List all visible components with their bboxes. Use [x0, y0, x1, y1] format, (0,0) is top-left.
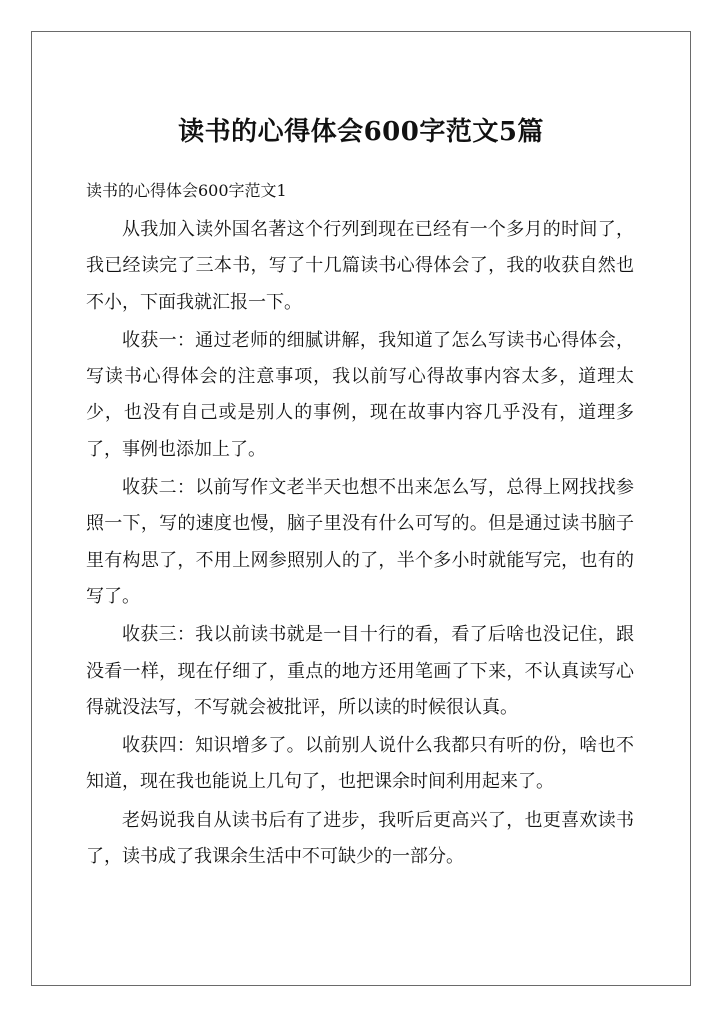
paragraph-gain-1: 收获一：通过老师的细腻讲解，我知道了怎么写读书心得体会，写读书心得体会的注意事项，我以前写心得故事内容太多，道理太少，也没有自己或是别人的事例，现在故事内容几乎没有，道理多了，事例也添加上了。 — [86, 329, 634, 460]
article-body — [86, 212, 634, 875]
document-title: 读书的心得体会600字范文5篇 — [178, 117, 544, 147]
paragraph-intro: 从我加入读外国名著这个行列到现在已经有一个多月的时间了，我已经读完了三本书，写了十几篇读书心得体会了，我的收获自然也不小，下面我就汇报一下。 — [86, 219, 634, 313]
paragraph-conclusion: 老妈说我自从读书后有了进步，我听后更高兴了，也更喜欢读书了，读书成了我课余生活中不可缺少的一部分。 — [86, 809, 634, 868]
paragraph-gain-3: 收获三：我以前读书就是一目十行的看，看了后啥也没记住，跟没看一样，现在仔细了，重点的地方还用笔画了下来，不认真读写心得就没法写，不写就会被批评，所以读的时候很认真。 — [86, 624, 634, 718]
paragraph-gain-4: 收获四：知识增多了。以前别人说什么我都只有听的份，啥也不知道，现在我也能说上几句了，也把课余时间利用起来了。 — [86, 735, 634, 793]
section-heading: 读书的心得体会600字范文1 — [86, 181, 287, 200]
paragraph-gain-2: 收获二：以前写作文老半天也想不出来怎么写，总得上网找找参照一下，写的速度也慢，脑子里没有什么可写的。但是通过读书脑子里有构思了，不用上网参照别人的了，半个多小时就能写完，也有的写了。 — [86, 477, 634, 607]
